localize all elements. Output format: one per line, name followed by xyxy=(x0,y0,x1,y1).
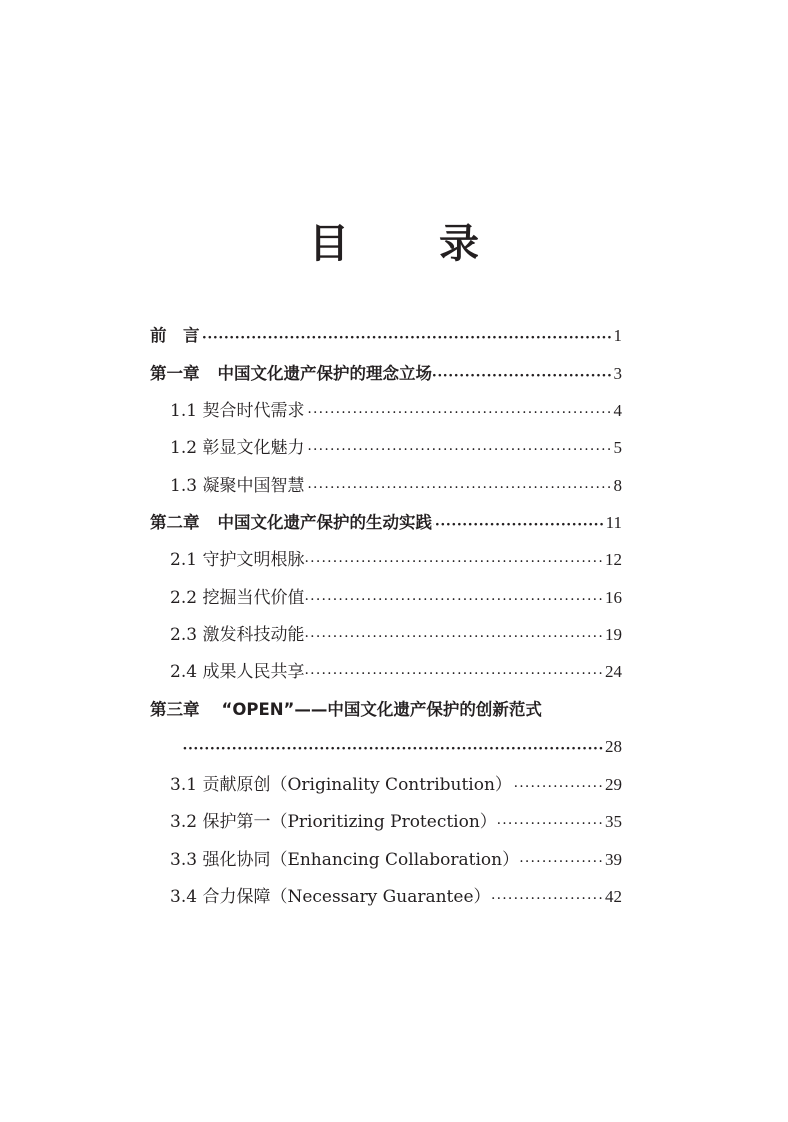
toc-page-number: 4 xyxy=(613,401,622,420)
toc-entry-section-3-1[interactable] xyxy=(170,773,622,797)
toc-label xyxy=(150,698,542,722)
toc-entry-preface[interactable] xyxy=(150,324,622,348)
page-title: 目 录 xyxy=(309,220,517,267)
toc-entry-section-2-3[interactable] xyxy=(170,623,622,647)
chapter-title: “OPEN”——中国文化遗产保护的创新范式 xyxy=(221,700,542,719)
toc-label: 前 言 xyxy=(150,326,200,345)
toc-page-number: 11 xyxy=(605,513,622,532)
toc-entry-section-3-3[interactable] xyxy=(170,848,622,872)
leader-dots xyxy=(201,324,613,348)
chapter-number: 第三章 xyxy=(150,700,200,719)
toc-entry-chapter-1[interactable] xyxy=(150,362,622,386)
leader-dots xyxy=(513,773,604,797)
toc-entry-chapter-2[interactable] xyxy=(150,511,622,535)
toc-page-number: 8 xyxy=(613,476,622,495)
toc-label: 2.1 守护文明根脉 xyxy=(170,550,305,570)
toc-label xyxy=(150,362,432,386)
toc-label: 3.4 合力保障（Necessary Guarantee） xyxy=(170,887,491,907)
leader-dots xyxy=(305,660,604,684)
toc-label: 3.1 贡献原创（Originality Contribution） xyxy=(170,775,512,795)
toc-label: 3.2 保护第一（Prioritizing Protection） xyxy=(170,812,497,832)
leader-dots xyxy=(305,474,612,498)
toc-label xyxy=(150,511,432,535)
toc-entry-section-1-2[interactable] xyxy=(170,436,622,460)
leader-dots xyxy=(433,362,613,386)
toc-page-number: 42 xyxy=(605,887,622,906)
toc-page-number: 16 xyxy=(605,588,622,607)
chapter-title: 中国文化遗产保护的理念立场 xyxy=(217,364,432,383)
toc-label: 2.3 激发科技动能 xyxy=(170,625,305,645)
toc-entry-section-3-4[interactable] xyxy=(170,885,622,909)
leader-dots xyxy=(498,810,604,834)
chapter-title: 中国文化遗产保护的生动实践 xyxy=(217,513,432,532)
toc-label: 3.3 强化协同（Enhancing Collaboration） xyxy=(170,850,520,870)
toc-page-number: 24 xyxy=(605,662,622,681)
chapter-number: 第一章 xyxy=(150,364,200,383)
leader-dots xyxy=(520,848,604,872)
toc-page-number: 29 xyxy=(605,775,622,794)
toc-label: 1.3 凝聚中国智慧 xyxy=(170,476,305,496)
leader-dots xyxy=(183,735,604,759)
leader-dots xyxy=(305,623,604,647)
toc-page-number: 28 xyxy=(605,737,622,756)
toc-entry-chapter-3-continuation[interactable] xyxy=(182,735,622,759)
leader-dots xyxy=(433,511,605,535)
leader-dots xyxy=(305,399,612,423)
toc-page-number: 1 xyxy=(613,326,622,345)
leader-dots xyxy=(492,885,604,909)
leader-dots xyxy=(305,548,604,572)
chapter-number: 第二章 xyxy=(150,513,200,532)
toc-label: 2.2 挖掘当代价值 xyxy=(170,588,305,608)
toc-label: 2.4 成果人民共享 xyxy=(170,662,305,682)
toc-page-number: 5 xyxy=(613,438,622,457)
toc-page-number: 12 xyxy=(605,550,622,569)
toc-page-number: 19 xyxy=(605,625,622,644)
toc-entry-section-2-1[interactable] xyxy=(170,548,622,572)
toc-label: 1.1 契合时代需求 xyxy=(170,401,305,421)
toc-entry-section-1-1[interactable] xyxy=(170,399,622,423)
leader-dots xyxy=(305,586,604,610)
toc-entry-chapter-3[interactable] xyxy=(150,698,622,722)
toc-entry-section-3-2[interactable] xyxy=(170,810,622,834)
toc-entry-section-2-2[interactable] xyxy=(170,586,622,610)
toc-label: 1.2 彰显文化魅力 xyxy=(170,438,305,458)
toc-page-number: 3 xyxy=(613,364,622,383)
toc-entry-section-1-3[interactable] xyxy=(170,474,622,498)
toc-page-number: 39 xyxy=(605,850,622,869)
toc-entry-section-2-4[interactable] xyxy=(170,660,622,684)
toc-page-number: 35 xyxy=(605,812,622,831)
leader-dots xyxy=(305,436,612,460)
